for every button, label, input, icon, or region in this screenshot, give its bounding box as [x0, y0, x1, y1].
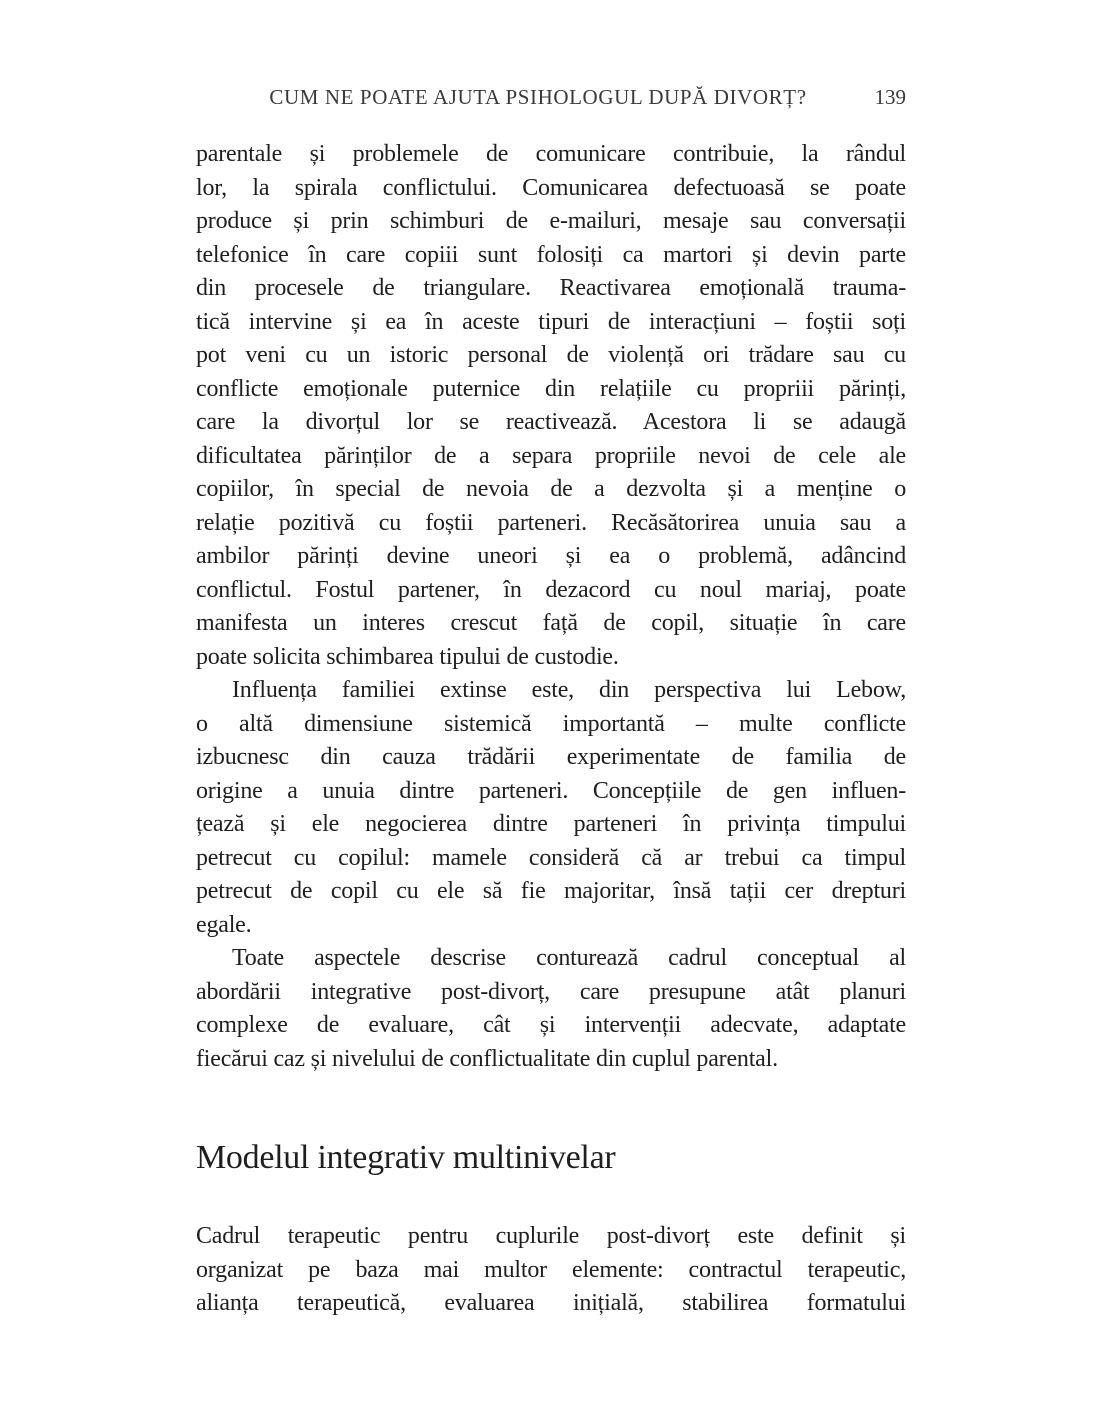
- text-line: izbucnesc din cauza trădării experimentate de familia de: [196, 744, 906, 770]
- text-line: pot veni cu un istoric personal de violență ori trădare sau cu: [196, 342, 906, 368]
- text-line: alianța terapeutică, evaluarea inițială, stabilirea formatului: [196, 1290, 906, 1316]
- text-line: Toate aspectele descrise conturează cadrul conceptual al: [232, 945, 906, 971]
- text-line: complexe de evaluare, cât și intervenții adecvate, adaptate: [196, 1012, 906, 1038]
- text-line: poate solicita schimbarea tipului de custodie.: [196, 643, 619, 670]
- text-line: ambilor părinți devine uneori și ea o problemă, adâncind: [196, 543, 906, 569]
- text-line: relație pozitivă cu foștii parteneri. Recăsătorirea unuia sau a: [196, 509, 906, 536]
- text-line: din procesele de triangulare. Reactivarea emoțională trauma-: [196, 275, 906, 301]
- text-line: egale.: [196, 911, 252, 938]
- paragraph-2: [196, 674, 906, 942]
- text-line: fiecărui caz și nivelului de conflictualitate din cuplul parental.: [196, 1045, 778, 1072]
- text-line: petrecut cu copilul: mamele consideră că ar trebui ca timpul: [196, 844, 906, 871]
- text-line: copiilor, în special de nevoia de a dezvolta și a menține o: [196, 476, 906, 502]
- section-heading: Modelul integrativ multinivelar: [196, 1139, 616, 1176]
- paragraph-3: [196, 942, 906, 1076]
- running-head: CUM NE POATE AJUTA PSIHOLOGUL DUPĂ DIVORȚ?: [269, 85, 807, 109]
- text-line: parentale și problemele de comunicare contribuie, la rândul: [196, 141, 906, 167]
- text-line: Cadrul terapeutic pentru cuplurile post-divorț este definit și: [196, 1223, 906, 1249]
- text-line: dificultatea părinților de a separa propriile nevoi de cele ale: [196, 442, 906, 469]
- text-line: manifesta un interes crescut față de copil, situație în care: [196, 610, 906, 636]
- text-line: o altă dimensiune sistemică importantă – multe conflicte: [196, 710, 906, 737]
- text-line: telefonice în care copiii sunt folosiți ca martori și devin parte: [196, 241, 906, 268]
- text-line: origine a unuia dintre parteneri. Concepțiile de gen influen-: [196, 777, 906, 804]
- text-line: produce și prin schimburi de e-mailuri, mesaje sau conversații: [196, 208, 906, 234]
- paragraph-4: [196, 1220, 906, 1321]
- text-line: care la divorțul lor se reactivează. Acestora li se adaugă: [196, 409, 906, 435]
- text-line: conflictul. Fostul partener, în dezacord cu noul mariaj, poate: [196, 576, 906, 603]
- text-line: tică intervine și ea în aceste tipuri de interacțiuni – foștii soți: [196, 308, 906, 335]
- text-line: conflicte emoționale puternice din relațiile cu propriii părinți,: [196, 375, 906, 402]
- body-text: [196, 138, 906, 1321]
- page-number: 139: [874, 85, 906, 109]
- paragraph-1: [196, 138, 906, 674]
- text-line: organizat pe baza mai multor elemente: contractul terapeutic,: [196, 1256, 906, 1283]
- text-line: abordării integrative post-divorț, care presupune atât planuri: [196, 978, 906, 1005]
- page-header: [196, 85, 906, 113]
- text-line: lor, la spirala conflictului. Comunicarea defectuoasă se poate: [196, 174, 906, 201]
- text-line: Influența familiei extinse este, din perspectiva lui Lebow,: [232, 677, 906, 703]
- text-line: țează și ele negocierea dintre parteneri în privința timpului: [196, 811, 906, 837]
- text-line: petrecut de copil cu ele să fie majoritar, însă tații cer drepturi: [196, 878, 906, 904]
